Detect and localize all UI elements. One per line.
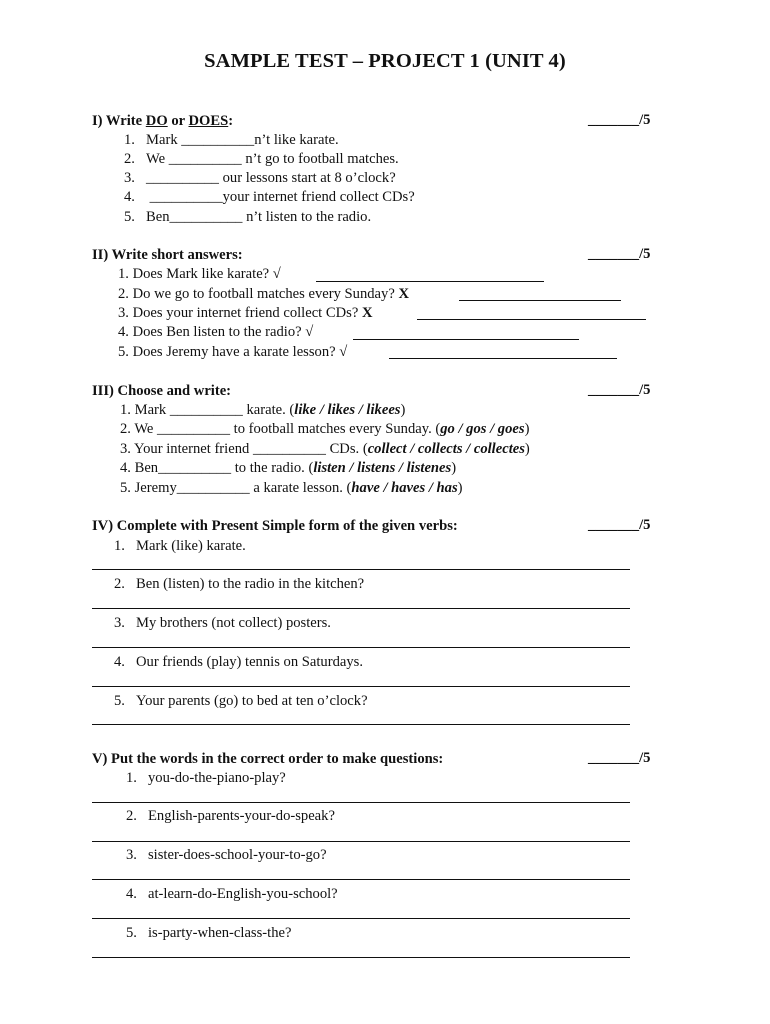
section-2-item — [118, 265, 281, 283]
answer-line[interactable] — [417, 319, 646, 320]
section-2-score[interactable]: _______/5 — [588, 246, 651, 262]
section-3-item — [120, 440, 530, 458]
item-text: is-party-when-class-the? — [148, 925, 292, 941]
item-number: 3. — [124, 170, 135, 186]
item-number: 4. — [114, 654, 125, 670]
section-5-item — [126, 807, 335, 825]
item-number: 2. — [114, 576, 125, 592]
section-3-heading: III) Choose and write: — [92, 383, 232, 399]
section-5-item — [126, 885, 338, 903]
item-text: 3. Your internet friend __________ CDs. ( — [120, 441, 368, 457]
choice-options: have / haves / has — [351, 480, 458, 496]
section-4-item — [114, 537, 246, 555]
item-text: __________your internet friend collect CDs? — [146, 189, 415, 205]
section-5-score[interactable]: _______/5 — [588, 750, 651, 766]
answer-line[interactable] — [389, 358, 617, 359]
item-text: Mark __________n’t like karate. — [146, 132, 339, 148]
section-1-heading-pre: I) Write — [92, 113, 146, 129]
section-2-heading: II) Write short answers: — [92, 247, 243, 263]
answer-line[interactable] — [92, 569, 630, 570]
item-number: 5. — [124, 209, 135, 225]
answer-line[interactable] — [92, 724, 630, 725]
section-2-item — [118, 343, 347, 361]
section-2-item — [118, 285, 409, 303]
section-5-item — [126, 924, 291, 942]
item-text: 1. Does Mark like karate? √ — [118, 266, 281, 282]
item-number: 5. — [114, 693, 125, 709]
item-text: sister-does-school-your-to-go? — [148, 847, 327, 863]
section-4-heading: IV) Complete with Present Simple form of the given verbs: — [92, 518, 458, 534]
item-number: 1. — [126, 770, 137, 786]
section-3-item — [120, 401, 405, 419]
section-4-item — [114, 653, 363, 671]
section-1-item — [124, 150, 399, 168]
page-title: SAMPLE TEST – PROJECT 1 (UNIT 4) — [204, 50, 566, 72]
answer-line[interactable] — [92, 647, 630, 648]
item-text: 4. Ben__________ to the radio. ( — [120, 460, 314, 476]
section-1-heading-post: : — [228, 113, 234, 129]
section-1-score[interactable]: _______/5 — [588, 112, 651, 128]
answer-line[interactable] — [92, 802, 630, 803]
item-number: 3. — [126, 847, 137, 863]
section-2-item — [118, 304, 373, 322]
item-text: 4. Does Ben listen to the radio? √ — [118, 324, 314, 340]
item-number: 4. — [126, 886, 137, 902]
answer-line[interactable] — [92, 918, 630, 919]
item-text: at-learn-do-English-you-school? — [148, 886, 338, 902]
section-5-item — [126, 769, 286, 787]
section-5-heading: V) Put the words in the correct order to make questions: — [92, 751, 444, 767]
item-text-end: ) — [524, 441, 530, 457]
item-text: We __________ n’t go to football matches. — [146, 151, 399, 167]
section-1-heading — [92, 112, 233, 130]
choice-options: listen / listens / listenes — [313, 460, 452, 476]
section-1-item — [124, 169, 396, 187]
section-3-item — [120, 479, 463, 497]
section-1-heading-mid: or — [167, 113, 189, 129]
item-text-end: ) — [400, 402, 406, 418]
section-4-score[interactable]: _______/5 — [588, 517, 651, 533]
answer-line[interactable] — [459, 300, 621, 301]
choice-options: collect / collects / collectes — [367, 441, 525, 457]
item-text: Our friends (play) tennis on Saturdays. — [136, 654, 363, 670]
item-number: 2. — [126, 808, 137, 824]
item-number: 1. — [114, 538, 125, 554]
answer-line[interactable] — [92, 686, 630, 687]
choice-options: like / likes / likees — [294, 402, 401, 418]
item-text-end: ) — [451, 460, 457, 476]
section-1-item — [124, 188, 415, 206]
section-1-heading-do: DO — [145, 113, 168, 129]
item-text: Ben__________ n’t listen to the radio. — [146, 209, 372, 225]
item-number: 3. — [114, 615, 125, 631]
item-text: 5. Jeremy__________ a karate lesson. ( — [120, 480, 352, 496]
item-text-end: ) — [524, 421, 530, 437]
item-text: you-do-the-piano-play? — [148, 770, 286, 786]
item-text: 3. Does your internet friend collect CDs? — [118, 305, 362, 321]
section-4-item — [114, 614, 331, 632]
section-1-heading-does: DOES — [188, 113, 229, 129]
item-number: 1. — [124, 132, 135, 148]
choice-options: go / gos / goes — [440, 421, 525, 437]
item-text: English-parents-your-do-speak? — [148, 808, 335, 824]
item-text: __________ our lessons start at 8 o’clock? — [146, 170, 396, 186]
item-text: 2. We __________ to football matches every Sunday. ( — [120, 421, 441, 437]
item-text: 2. Do we go to football matches every Sunday? — [118, 286, 399, 302]
section-4-item — [114, 575, 364, 593]
item-text: 1. Mark __________ karate. ( — [120, 402, 295, 418]
item-number: 4. — [124, 189, 135, 205]
item-text: 5. Does Jeremy have a karate lesson? √ — [118, 344, 348, 360]
section-3-score[interactable]: _______/5 — [588, 382, 651, 398]
item-text-end: ) — [457, 480, 463, 496]
section-1-item — [124, 208, 371, 226]
item-number: 5. — [126, 925, 137, 941]
section-5-item — [126, 846, 327, 864]
answer-line[interactable] — [92, 957, 630, 958]
item-text: Ben (listen) to the radio in the kitchen? — [136, 576, 365, 592]
section-2-item — [118, 323, 313, 341]
item-text: Your parents (go) to bed at ten o’clock? — [136, 693, 368, 709]
item-number: 2. — [124, 151, 135, 167]
answer-line[interactable] — [92, 879, 630, 880]
item-text: My brothers (not collect) posters. — [136, 615, 331, 631]
section-3-item — [120, 420, 529, 438]
answer-mark: X — [398, 286, 409, 302]
answer-line[interactable] — [316, 281, 544, 282]
section-1-item — [124, 131, 339, 149]
answer-line[interactable] — [92, 608, 630, 609]
section-3-item — [120, 459, 456, 477]
answer-line[interactable] — [92, 841, 630, 842]
section-4-item — [114, 692, 368, 710]
answer-mark: X — [361, 305, 373, 321]
item-text: Mark (like) karate. — [136, 538, 246, 554]
answer-line[interactable] — [353, 339, 579, 340]
